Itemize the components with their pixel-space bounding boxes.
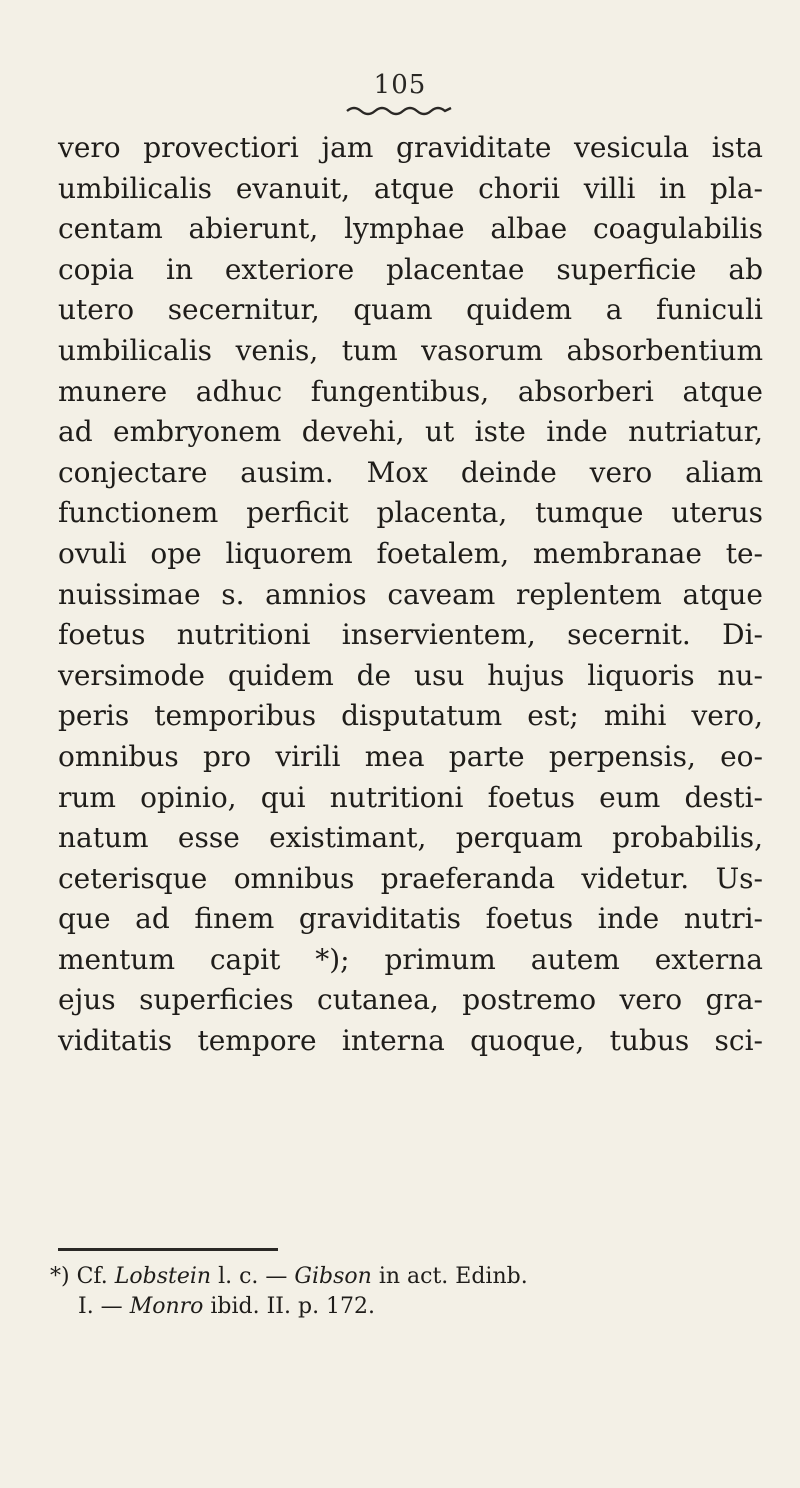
text-line: munere adhuc fungentibus, absorberi atque (58, 374, 763, 408)
text-line: conjectare ausim. Mox deinde vero aliam (58, 455, 763, 489)
footnote-author: Monro (129, 1294, 204, 1319)
text-line: ceterisque omnibus praeferanda videtur. Us- (58, 861, 763, 895)
footnotes (50, 1262, 770, 1322)
text-line: ad embryonem devehi, ut iste inde nutriatur, (58, 415, 763, 449)
footnote-author: Gibson (294, 1264, 372, 1289)
text-line: centam abierunt, lymphae albae coagulabilis (58, 212, 763, 246)
footnote-text: in act. Edinb. (378, 1264, 528, 1289)
footnote-text: Cf. (76, 1264, 108, 1289)
footnote-rule (58, 1248, 278, 1251)
text-line: viditatis tempore interna quoque, tubus sci- (58, 1024, 763, 1058)
text-line: mentum capit *); primum autem externa (58, 942, 763, 976)
footnote-text: I. — (78, 1294, 123, 1319)
footnote-text: ibid. II. p. 172. (210, 1294, 376, 1319)
body-text (58, 128, 763, 1062)
text-line: umbilicalis evanuit, atque chorii villi in pla- (58, 171, 763, 205)
text-line: vero provectiori jam graviditate vesicula ista (58, 131, 763, 164)
footnote-line-2 (50, 1292, 770, 1322)
text-line: rum opinio, qui nutritioni foetus eum desti- (58, 780, 763, 814)
text-line: natum esse existimant, perquam probabilis, (58, 821, 763, 855)
text-line: omnibus pro virili mea parte perpensis, eo- (58, 739, 763, 773)
text-line: foetus nutritioni inservientem, secernit. Di- (58, 618, 763, 652)
footnote-author: Lobstein (114, 1264, 212, 1289)
text-line: functionem perficit placenta, tumque uterus (58, 496, 763, 530)
text-line: nuissimae s. amnios caveam replentem atque (58, 577, 763, 611)
text-line: que ad finem graviditatis foetus inde nutri- (58, 902, 763, 936)
text-line: copia in exteriore placentae superficie ab (58, 252, 763, 286)
footnote-line-1 (50, 1262, 770, 1292)
text-line: utero secernitur, quam quidem a funiculi (58, 293, 763, 327)
text-line: peris temporibus disputatum est; mihi vero, (58, 699, 763, 733)
footnote-marker: *) (50, 1264, 70, 1289)
text-line: ovuli ope liquorem foetalem, membranae te- (58, 536, 763, 570)
page-number: 105 (373, 70, 427, 100)
footnote-text: l. c. — (218, 1264, 288, 1289)
text-line: versimode quidem de usu hujus liquoris nu- (58, 658, 763, 692)
text-line: umbilicalis venis, tum vasorum absorbentium (58, 333, 763, 367)
ornament-divider (345, 104, 455, 118)
text-line: ejus superficies cutanea, postremo vero gra- (58, 983, 763, 1017)
